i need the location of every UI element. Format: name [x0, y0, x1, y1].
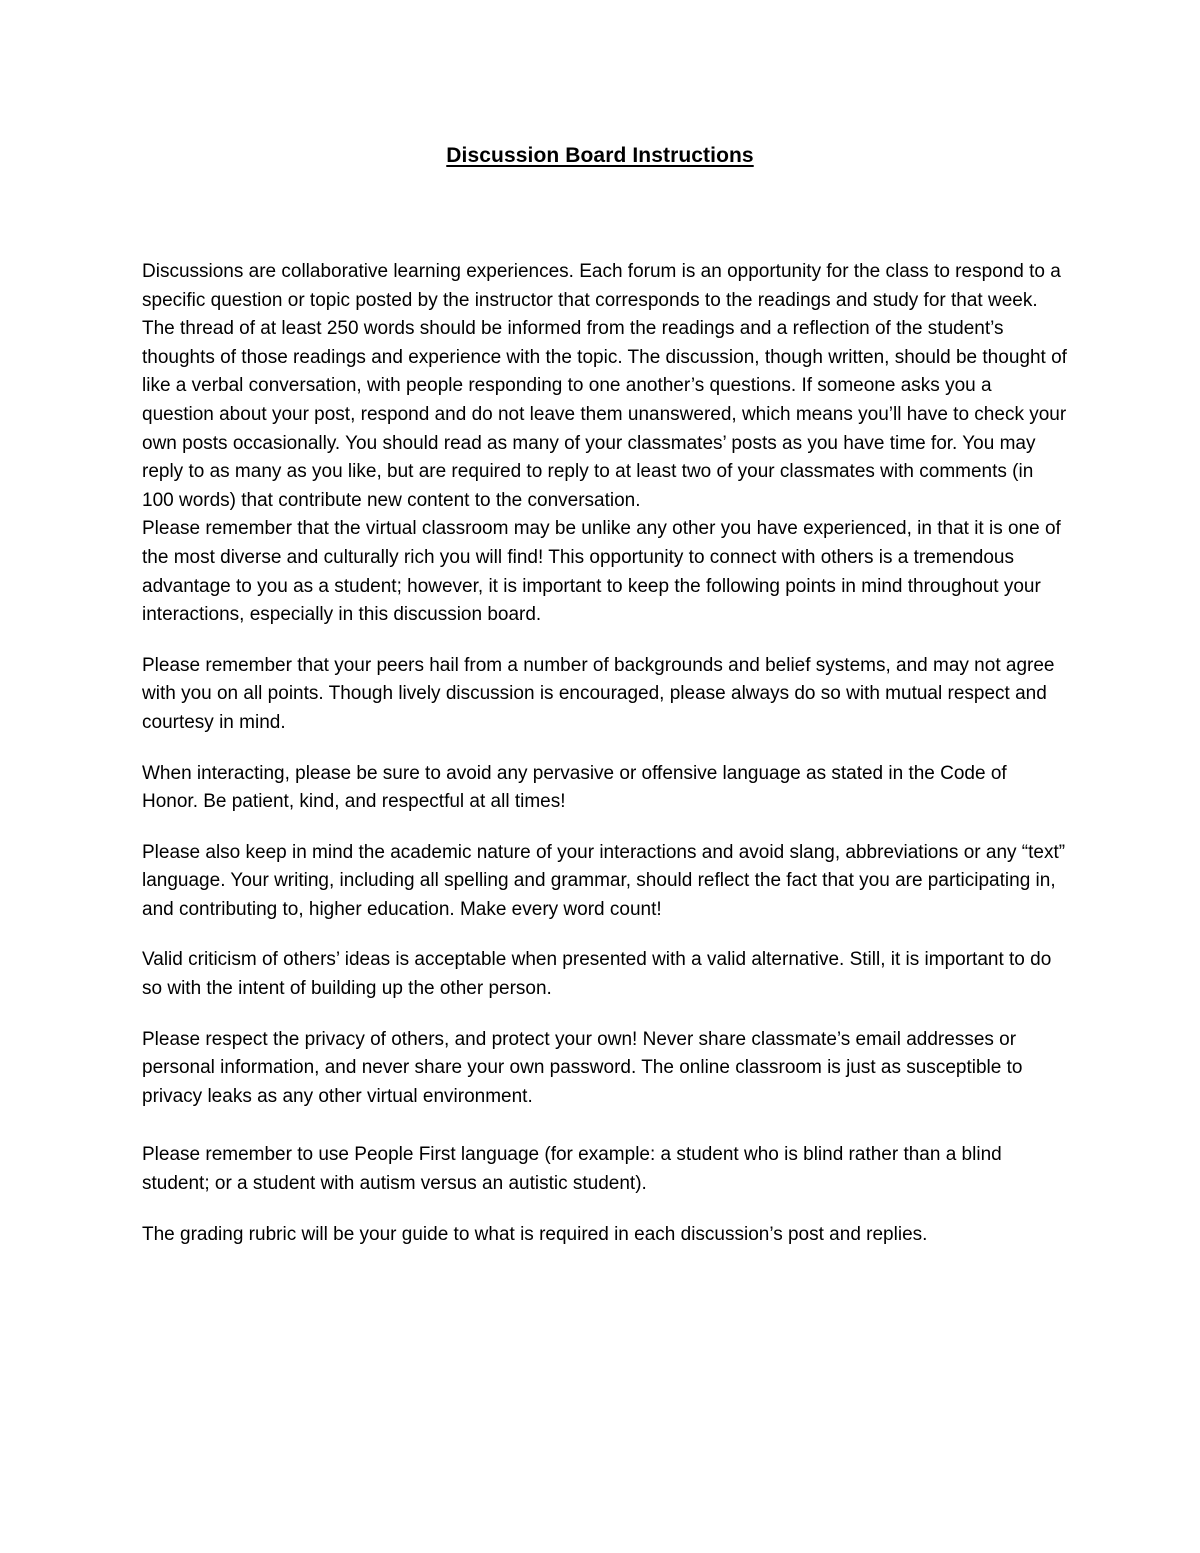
- paragraph-virtual-classroom: Please remember that the virtual classroom may be unlike any other you have experienced, in that it is one of the most diverse and culturally rich you will find! This opportunity to connect with others is a tremendous advantage to you as a student; however, it is important to keep the following points in mind throughout your interactions, especially in this discussion board.: [142, 518, 1061, 626]
- paragraph-language: When interacting, please be sure to avoid any pervasive or offensive language as stated in the Code of Honor. Be patient, kind, and respectful at all times!: [142, 762, 1007, 813]
- document-title: Discussion Board Instructions: [446, 144, 754, 167]
- document-body: [142, 258, 1067, 1249]
- paragraph-grading-rubric: The grading rubric will be your guide to what is required in each discussion’s post and replies.: [142, 1223, 928, 1245]
- paragraph-academic-nature: Please also keep in mind the academic nature of your interactions and avoid slang, abbreviations or any “text” language. Your writing, including all spelling and grammar, should reflect the fact that you are participating in, and contributing to, higher education. Make every word count!: [142, 841, 1066, 920]
- paragraph-privacy: Please respect the privacy of others, and protect your own! Never share classmate’s email addresses or personal information, and never share your own password. The online classroom is just as susceptible to privacy leaks as any other virtual environment.: [142, 1028, 1023, 1107]
- paragraph-intro: Discussions are collaborative learning experiences. Each forum is an opportunity for the class to respond to a specific question or topic posted by the instructor that corresponds to the readings and study for that week. The thread of at least 250 words should be informed from the readings and a reflection of the student’s thoughts of those readings and experience with the topic. The discussion, though written, should be thought of like a verbal conversation, with people responding to one another’s questions. If someone asks you a question about your post, respond and do not leave them unanswered, which means you’ll have to check your own posts occasionally. You should read as many of your classmates’ posts as you have time for. You may reply to as many as you like, but are required to reply to at least two of your classmates with comments (in 100 words) that contribute new content to the conversation.: [142, 261, 1067, 511]
- paragraph-peers: Please remember that your peers hail from a number of backgrounds and belief systems, and may not agree with you on all points. Though lively discussion is encouraged, please always do so with mutual respect and courtesy in mind.: [142, 654, 1055, 733]
- paragraph-people-first: Please remember to use People First language (for example: a student who is blind rather than a blind student; or a student with autism versus an autistic student).: [142, 1144, 1002, 1195]
- paragraph-criticism: Valid criticism of others’ ideas is acceptable when presented with a valid alternative. Still, it is important to do so with the intent of building up the other person.: [142, 949, 1052, 1000]
